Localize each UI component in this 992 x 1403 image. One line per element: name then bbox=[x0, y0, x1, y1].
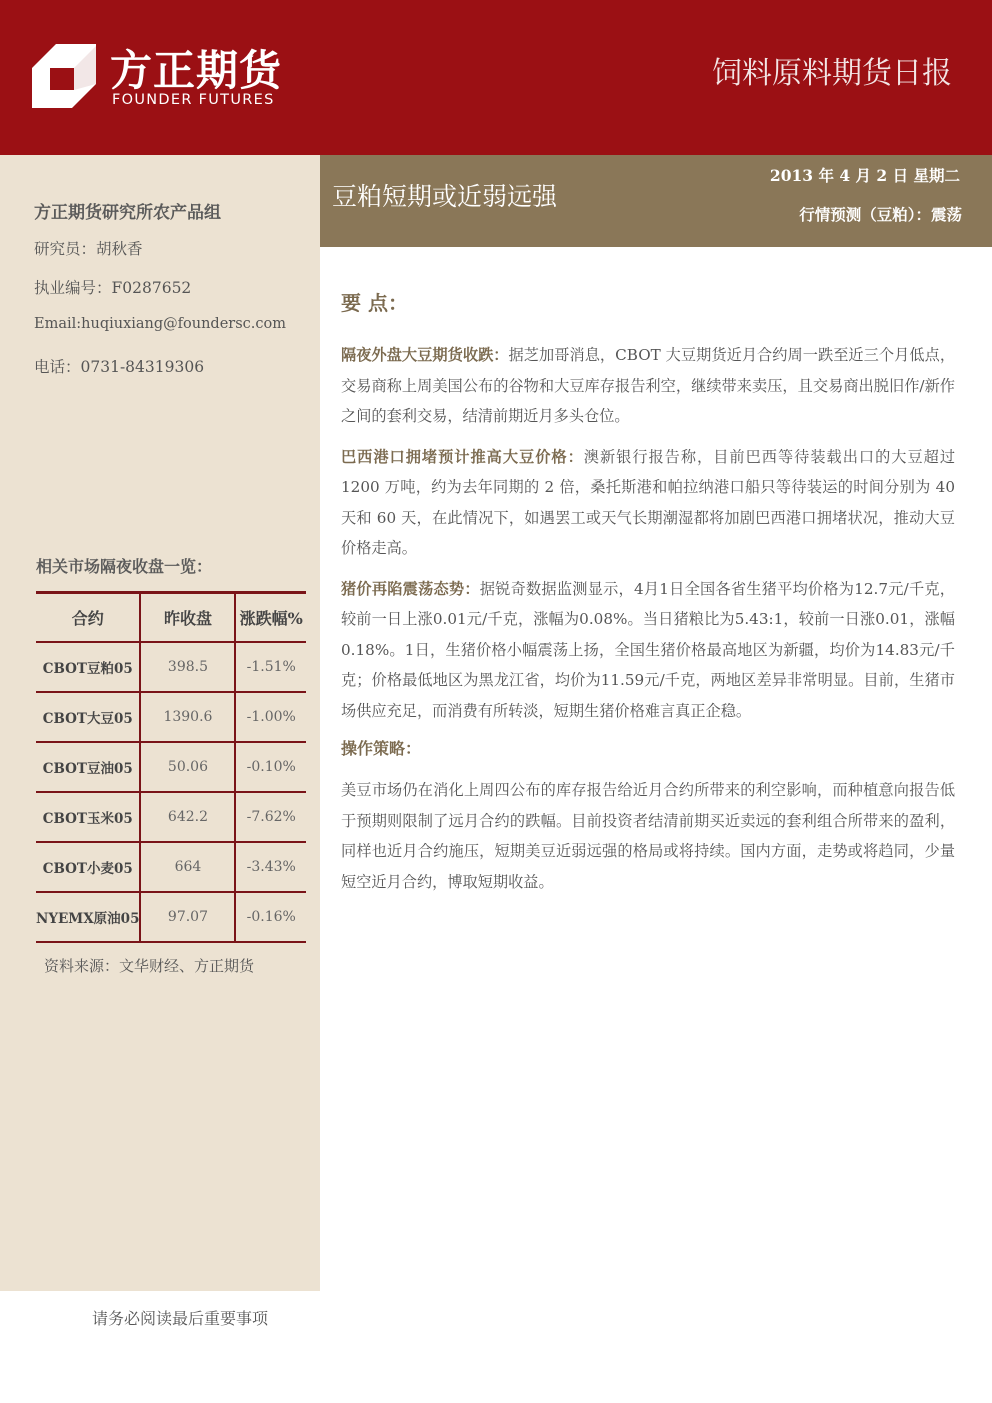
market-forecast: 行情预测（豆粕）：震荡 bbox=[799, 205, 962, 224]
change-cell: -0.10% bbox=[235, 742, 306, 792]
close-cell: 642.2 bbox=[140, 792, 235, 842]
report-date: 2013 年 4 月 2 日 星期二 bbox=[769, 166, 960, 185]
header-contract: 合约 bbox=[36, 593, 140, 643]
change-cell: -0.16% bbox=[235, 892, 306, 942]
report-type-title: 饲料原料期货日报 bbox=[712, 56, 952, 91]
contract-cell: CBOT小麦05 bbox=[36, 842, 140, 892]
analyst-name: 研究员：胡秋香 bbox=[34, 240, 143, 258]
data-source-note: 资料来源：文华财经、方正期货 bbox=[44, 957, 255, 975]
close-cell: 1390.6 bbox=[140, 692, 235, 742]
paragraph-lead: 巴西港口拥堵预计推高大豆价格： bbox=[341, 447, 584, 466]
logo-english-name: FOUNDER FUTURES bbox=[112, 92, 275, 108]
paragraph-lead: 猪价再陷震荡态势： bbox=[341, 579, 480, 598]
title-band bbox=[320, 155, 992, 247]
strategy-heading: 操作策略： bbox=[341, 739, 422, 758]
main-content bbox=[341, 287, 955, 907]
table-header-row bbox=[36, 593, 306, 643]
table-row bbox=[36, 742, 306, 792]
disclaimer-notice: 请务必阅读最后重要事项 bbox=[92, 1309, 269, 1328]
table-row bbox=[36, 892, 306, 942]
key-points-heading: 要 点： bbox=[341, 291, 408, 315]
analyst-email: Email:huqiuxiang@foundersc.com bbox=[34, 316, 286, 332]
strategy-text: 美豆市场仍在消化上周四公布的库存报告给近月合约所带来的利空影响，而种植意向报告低于预期则限制了远月合约的跌幅。目前投资者结清前期买近卖远的套利组合所带来的盈利，同样也近月合约施压，短期美豆近弱远强的格局或将持续。国内方面，走势或将趋同，少量短空近月合约，博取短期收益。 bbox=[341, 781, 955, 891]
header-change-pct: 涨跌幅% bbox=[235, 593, 306, 643]
license-number: 执业编号：F0287652 bbox=[34, 279, 192, 297]
paragraph-text: 据锐奇数据监测显示，4月1日全国各省生猪平均价格为12.7元/千克，较前一日上涨0.01元/千克，涨幅为0.08%。当日猪粮比为5.43:1，较前一日涨0.01，涨幅0.18%。1日，生猪价格小幅震荡上扬，全国生猪价格最高地区为新疆，均价为14.83元/千克；价格最低地区为黑龙江省，均价为11.59元/千克，两地区差异非常明显。目前，生猪市场供应充足，而消费有所转淡，短期生猪价格难言真正企稳。 bbox=[341, 579, 955, 720]
close-cell: 50.06 bbox=[140, 742, 235, 792]
contract-cell: NYEMX原油05 bbox=[36, 892, 140, 942]
change-cell: -7.62% bbox=[235, 792, 306, 842]
analyst-phone: 电话：0731-84319306 bbox=[34, 358, 205, 376]
founder-logo-icon bbox=[32, 44, 96, 108]
quotes-table-title: 相关市场隔夜收盘一览： bbox=[36, 557, 213, 576]
table-row bbox=[36, 792, 306, 842]
change-cell: -1.00% bbox=[235, 692, 306, 742]
change-cell: -3.43% bbox=[235, 842, 306, 892]
contract-cell: CBOT豆粕05 bbox=[36, 642, 140, 692]
change-cell: -1.51% bbox=[235, 642, 306, 692]
table-row bbox=[36, 842, 306, 892]
paragraph-text: 据芝加哥消息，CBOT 大豆期货近月合约周一跌至近三个月低点，交易商称上周美国公布的谷物和大豆库存报告利空，继续带来卖压，且交易商出脱旧作/新作之间的套利交易，结清前期近月多头仓位。 bbox=[341, 346, 956, 425]
table-row bbox=[36, 692, 306, 742]
research-group: 方正期货研究所农产品组 bbox=[34, 203, 221, 223]
table-row bbox=[36, 642, 306, 692]
paragraph-brazil-port bbox=[341, 442, 955, 564]
page-header bbox=[0, 0, 992, 155]
close-cell: 398.5 bbox=[140, 642, 235, 692]
paragraph-overnight-soybean bbox=[341, 340, 955, 432]
header-prev-close: 昨收盘 bbox=[140, 593, 235, 643]
paragraph-text: 澳新银行报告称，目前巴西等待装载出口的大豆超过 1200 万吨，约为去年同期的 2 倍，桑托斯港和帕拉纳港口船只等待装运的时间分别为 40 天和 60 天，在此情况下，如遇罢工或天气长期潮湿都将加剧巴西港口拥堵状况，推动大豆价格走高。 bbox=[341, 447, 956, 557]
close-cell: 97.07 bbox=[140, 892, 235, 942]
overnight-quotes-table bbox=[36, 591, 306, 943]
paragraph-hog-price bbox=[341, 574, 955, 727]
contract-cell: CBOT豆油05 bbox=[36, 742, 140, 792]
contract-cell: CBOT大豆05 bbox=[36, 692, 140, 742]
contract-cell: CBOT玉米05 bbox=[36, 792, 140, 842]
report-headline: 豆粕短期或近弱远强 bbox=[332, 182, 558, 211]
logo-chinese-name: 方正期货 bbox=[110, 46, 283, 95]
close-cell: 664 bbox=[140, 842, 235, 892]
paragraph-lead: 隔夜外盘大豆期货收跌： bbox=[341, 346, 509, 364]
